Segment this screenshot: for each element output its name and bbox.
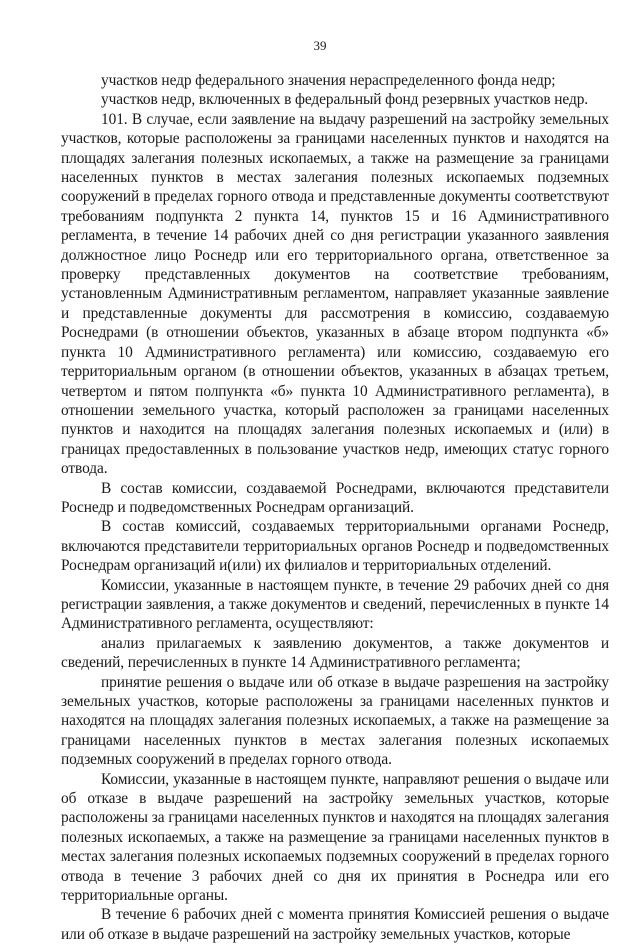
paragraph: участков недр федерального значения нераспределенного фонда недр; <box>101 72 556 89</box>
paragraph: В течение 6 рабочих дней с момента принятия Комиссией решения о выдаче или об отказе в выдаче разрешений на застройку земельных участков, которые <box>61 906 609 943</box>
page-number: 39 <box>313 38 327 53</box>
paragraph: 101. В случае, если заявление на выдачу разрешений на застройку земельных участков, которые расположены за границами населенных пунктов и находятся на площадях залегания полезных ископаемых, а также на размещение за границами населенных пунктов в местах залегания полезных ископаемых подземных сооружений в пределах горного отвода и представленные документы соответствуют требованиям подпункта 2 пункта 14, пунктов 15 и 16 Административного регламента, в течение 14 рабочих дней со дня регистрации указанного заявления должностное лицо Роснедр или его территориального органа, ответственное за проверку представленных документов на соответствие требованиям, установленным Административным регламентом, направляет указанные заявление и представленные документы для рассмотрения в комиссию, создаваемую Роснедрами (в отношении объектов, указанных в абзаце втором подпункта «б» пункта 10 Административного регламента) или комиссию, создаваемую его территориальным органом (в отношении объектов, указанных в абзацах третьем, четвертом и пятом полпункта «б» пункта 10 Административного регламента), в отношении земельного участка, который расположен за границами населенных пунктов и находится на площадях залегания полезных ископаемых и (или) в границах предоставленных в пользование участков недр, имеющих статус горного отвода. <box>61 110 609 478</box>
paragraph: принятие решения о выдаче или об отказе в выдаче разрешения на застройку земельных участков, которые расположены за границами населенных пунктов и находятся на площадях залегания полезных ископаемых, а также на размещение за границами населенных пунктов в местах залегания полезных ископаемых подземных сооружений в пределах горного отвода. <box>61 673 609 769</box>
paragraph: участков недр, включенных в федеральный фонд резервных участков недр. <box>101 91 589 109</box>
paragraph: В состав комиссии, создаваемой Роснедрами, включаются представители Роснедр и подведомственных Роснедрам организаций. <box>61 479 609 516</box>
paragraph: Комиссии, указанные в настоящем пункте, направляют решения о выдаче или об отказе в выдаче разрешений на застройку земельных участков, которые расположены за границами населенных пунктов и находятся на площадях залегания полезных ископаемых, а также на размещение за границами населенных пунктов в местах залегания полезных ископаемых подземных сооружений в пределах горного отвода в течение 3 рабочих дней со дня их принятия в Роснедра или его территориальные органы. <box>61 770 609 905</box>
document-body <box>61 71 609 944</box>
paragraph: Комиссии, указанные в настоящем пункте, в течение 29 рабочих дней со дня регистрации заявления, а также документов и сведений, перечисленных в пункте 14 Административного регламента, осуществляют: <box>61 576 609 633</box>
paragraph: анализ прилагаемых к заявлению документов, а также документов и сведений, перечисленных в пункте 14 Административного регламента; <box>61 634 609 672</box>
paragraph: В состав комиссий, создаваемых территориальными органами Роснедр, включаются представители территориальных органов Роснедр и подведомственных Роснедрам организаций и(или) их филиалов и территориальных отделений. <box>61 518 609 575</box>
